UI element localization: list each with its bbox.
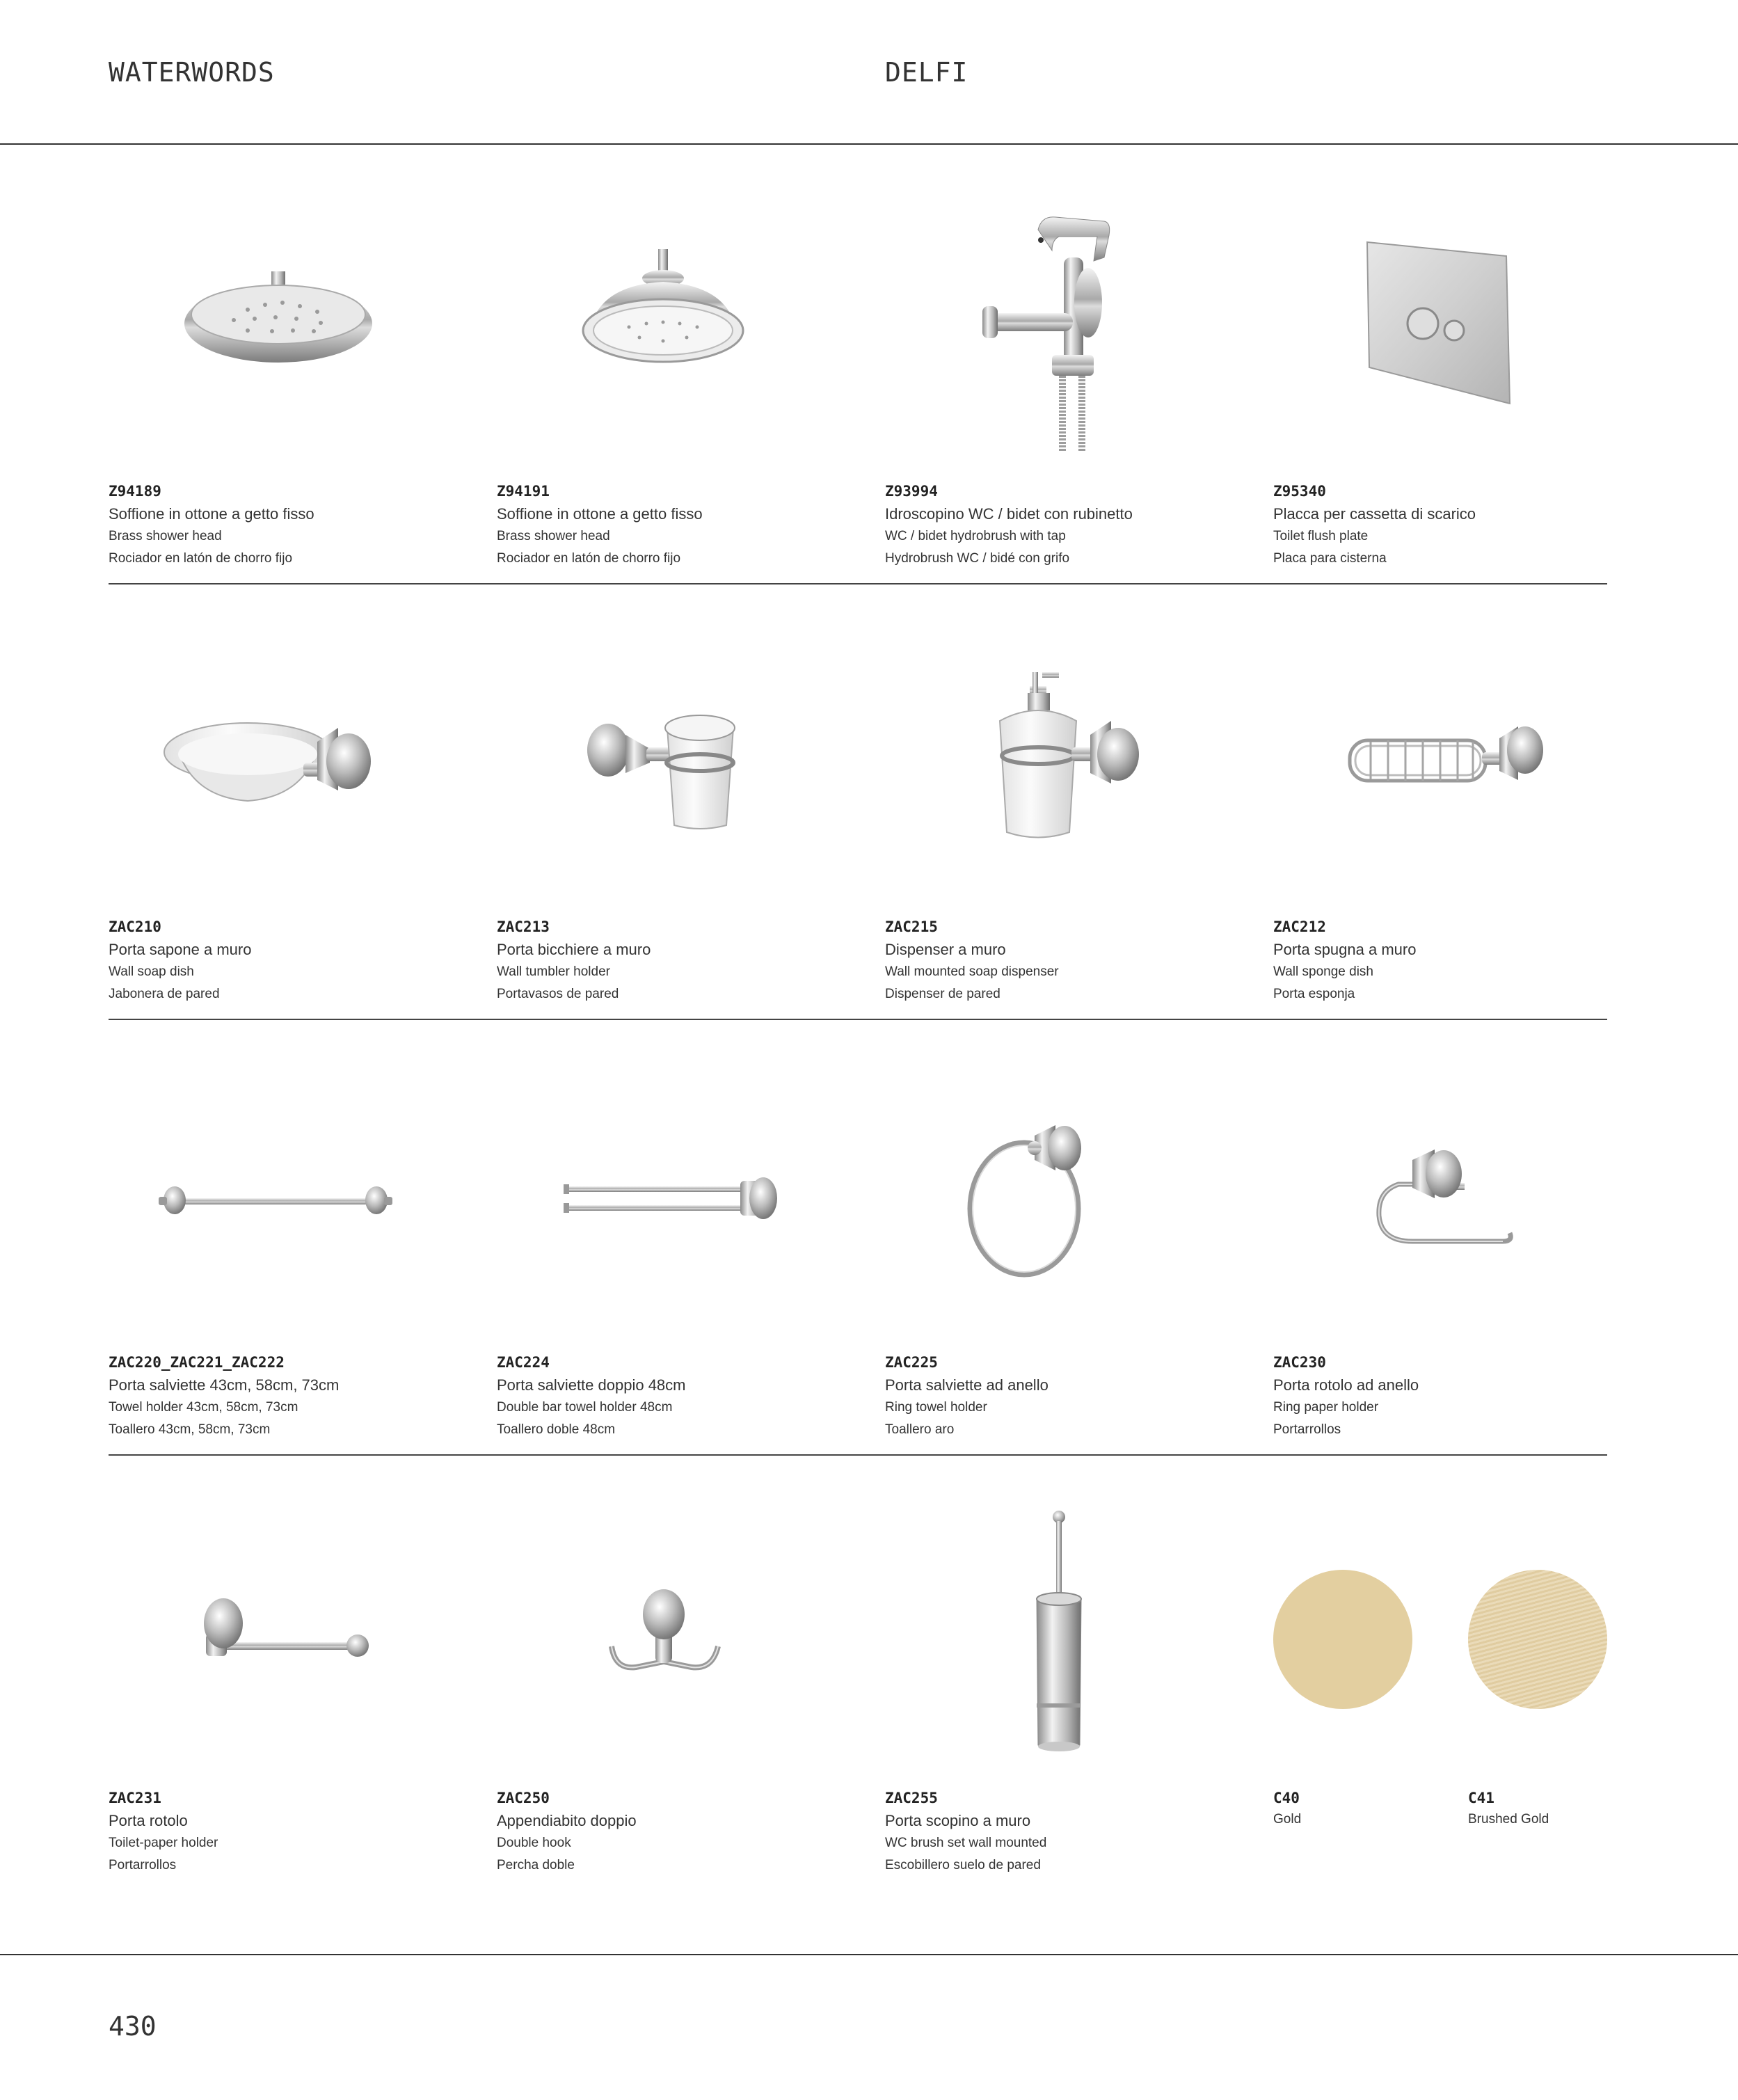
finish-name: Gold xyxy=(1273,1812,1302,1827)
product-code: ZAC215 xyxy=(885,918,938,935)
product-name-it: Soffione in ottone a getto fisso xyxy=(497,505,703,523)
row-divider xyxy=(109,1019,1607,1020)
product-image-shower-head-bell xyxy=(497,188,872,452)
product-name-it: Porta spugna a muro xyxy=(1273,941,1417,958)
product-image-double-towel-bar xyxy=(497,1059,872,1323)
row-divider xyxy=(109,1454,1607,1456)
row-divider xyxy=(109,583,1607,584)
page-number: 430 xyxy=(109,2011,157,2042)
product-name-it: Porta bicchiere a muro xyxy=(497,941,651,958)
product-code: ZAC212 xyxy=(1273,918,1326,935)
product-image-soap-dish xyxy=(109,623,484,888)
product-name-it: Porta sapone a muro xyxy=(109,941,252,958)
product-image-paper-holder-bar xyxy=(109,1495,484,1759)
product-name-es: Jabonera de pared xyxy=(109,987,220,1001)
product-image-shower-head xyxy=(109,188,484,452)
product-name-es: Porta esponja xyxy=(1273,987,1355,1001)
product-name-it: Porta rotolo ad anello xyxy=(1273,1376,1419,1394)
product-image-wc-brush-set xyxy=(885,1495,1261,1759)
collection-title: DELFI xyxy=(885,57,968,88)
product-name-it: Dispenser a muro xyxy=(885,941,1006,958)
product-code: ZAC225 xyxy=(885,1354,938,1371)
finish-code: C41 xyxy=(1468,1790,1494,1806)
product-code: ZAC231 xyxy=(109,1790,161,1806)
product-name-es: Rociador en latón de chorro fijo xyxy=(497,551,681,566)
product-name-en: Toilet flush plate xyxy=(1273,529,1369,543)
product-image-towel-bar xyxy=(109,1059,484,1323)
product-name-es: Placa para cisterna xyxy=(1273,551,1387,566)
product-code: ZAC255 xyxy=(885,1790,938,1806)
product-name-es: Portarrollos xyxy=(1273,1422,1341,1437)
product-name-en: Wall mounted soap dispenser xyxy=(885,964,1059,979)
product-name-en: Wall tumbler holder xyxy=(497,964,610,979)
product-image-flush-plate xyxy=(1273,188,1649,452)
finish-name: Brushed Gold xyxy=(1468,1812,1549,1827)
footer-rule xyxy=(0,1954,1738,1955)
product-code: ZAC230 xyxy=(1273,1354,1326,1371)
product-name-en: Brass shower head xyxy=(109,529,222,543)
product-name-en: Wall soap dish xyxy=(109,964,194,979)
product-name-en: Double hook xyxy=(497,1836,571,1850)
product-name-it: Porta scopino a muro xyxy=(885,1812,1031,1829)
product-image-towel-ring xyxy=(885,1059,1261,1323)
product-name-es: Escobillero suelo de pared xyxy=(885,1858,1041,1872)
product-image-double-hook xyxy=(497,1495,872,1759)
product-name-en: Ring towel holder xyxy=(885,1400,987,1415)
product-code: ZAC220_ZAC221_ZAC222 xyxy=(109,1354,285,1371)
product-name-en: Ring paper holder xyxy=(1273,1400,1379,1415)
product-name-en: Wall sponge dish xyxy=(1273,964,1373,979)
product-name-en: Toilet-paper holder xyxy=(109,1836,218,1850)
product-name-en: Brass shower head xyxy=(497,529,610,543)
product-code: ZAC210 xyxy=(109,918,161,935)
product-name-es: Percha doble xyxy=(497,1858,575,1872)
product-code: Z93994 xyxy=(885,483,938,500)
product-code: Z94191 xyxy=(497,483,550,500)
product-image-hydrobrush xyxy=(885,188,1261,452)
product-name-it: Porta rotolo xyxy=(109,1812,188,1829)
product-code: ZAC224 xyxy=(497,1354,550,1371)
product-name-it: Idroscopino WC / bidet con rubinetto xyxy=(885,505,1133,523)
product-name-es: Rociador en latón de chorro fijo xyxy=(109,551,293,566)
brand-title: WATERWORDS xyxy=(109,57,275,88)
finish-code: C40 xyxy=(1273,1790,1300,1806)
header-rule xyxy=(0,143,1738,145)
product-name-it: Porta salviette ad anello xyxy=(885,1376,1049,1394)
product-code: ZAC250 xyxy=(497,1790,550,1806)
product-name-it: Porta salviette doppio 48cm xyxy=(497,1376,686,1394)
product-name-es: Toallero 43cm, 58cm, 73cm xyxy=(109,1422,271,1437)
product-name-es: Portavasos de pared xyxy=(497,987,619,1001)
product-name-es: Hydrobrush WC / bidé con grifo xyxy=(885,551,1070,566)
product-code: ZAC213 xyxy=(497,918,550,935)
product-name-it: Porta salviette 43cm, 58cm, 73cm xyxy=(109,1376,340,1394)
product-name-es: Toallero doble 48cm xyxy=(497,1422,616,1437)
product-name-es: Portarrollos xyxy=(109,1858,177,1872)
product-name-en: Double bar towel holder 48cm xyxy=(497,1400,673,1415)
product-image-sponge-basket xyxy=(1273,623,1649,888)
product-name-it: Appendiabito doppio xyxy=(497,1812,637,1829)
finish-swatch-gold xyxy=(1273,1570,1412,1709)
product-name-it: Placca per cassetta di scarico xyxy=(1273,505,1476,523)
finish-swatch-brushed-gold xyxy=(1468,1570,1607,1709)
product-code: Z95340 xyxy=(1273,483,1326,500)
product-name-en: WC brush set wall mounted xyxy=(885,1836,1047,1850)
product-name-it: Soffione in ottone a getto fisso xyxy=(109,505,314,523)
product-name-en: WC / bidet hydrobrush with tap xyxy=(885,529,1066,543)
product-name-es: Dispenser de pared xyxy=(885,987,1000,1001)
product-name-es: Toallero aro xyxy=(885,1422,955,1437)
product-name-en: Towel holder 43cm, 58cm, 73cm xyxy=(109,1400,298,1415)
product-image-soap-dispenser xyxy=(885,623,1261,888)
product-image-ring-paper-holder xyxy=(1273,1059,1649,1323)
product-image-tumbler-holder xyxy=(497,623,872,888)
product-code: Z94189 xyxy=(109,483,161,500)
